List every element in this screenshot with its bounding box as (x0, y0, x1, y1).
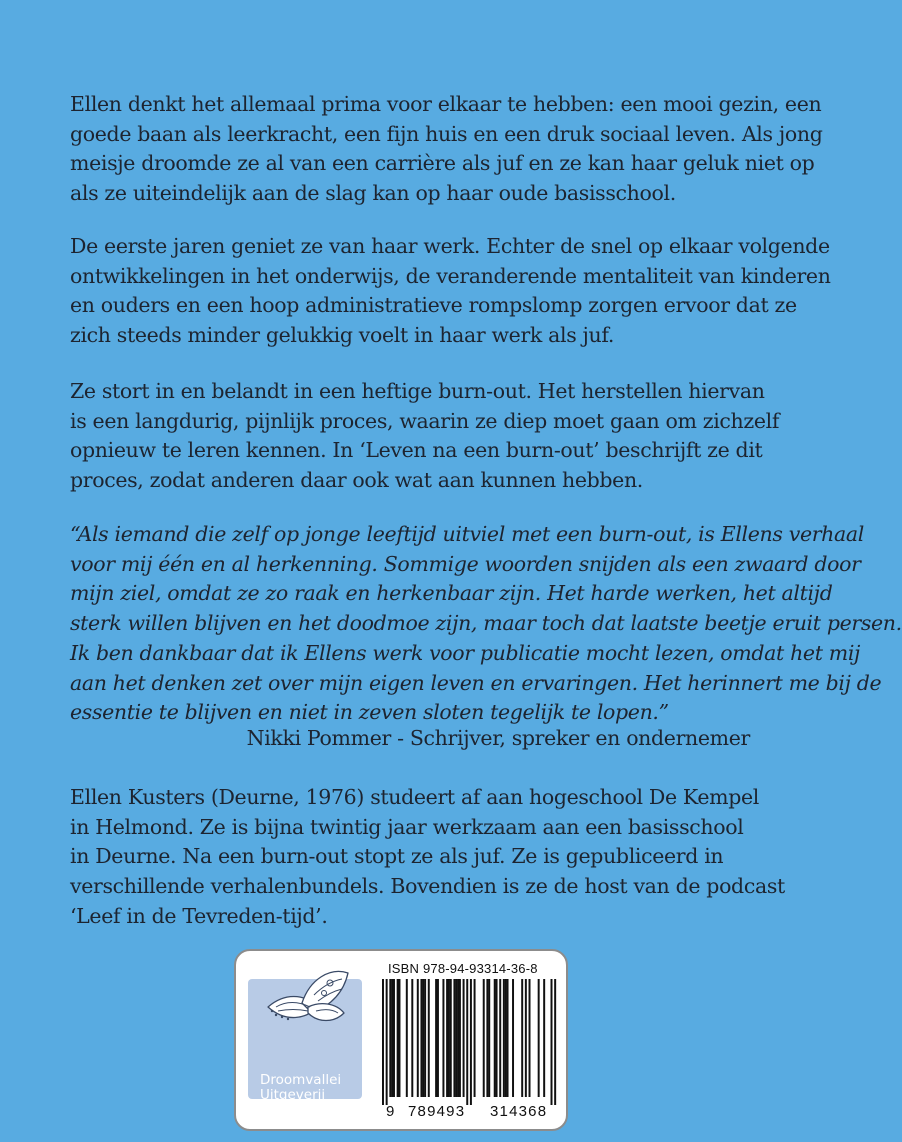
text-line: ‘Leef in de Tevreden-tijd’. (70, 903, 328, 928)
barcode-bar (450, 979, 452, 1097)
barcode-bar (483, 979, 485, 1097)
text-line: ontwikkelingen in het onderwijs, de veranderende mentaliteit van kinderen (70, 263, 831, 288)
barcode-bar (398, 979, 400, 1097)
barcode-bar (391, 979, 393, 1097)
text-line: opnieuw te leren kennen. In ‘Leven na een burn-out’ beschrijft ze dit (70, 438, 763, 463)
text-line: proces, zodat anderen daar ook wat aan kunnen hebben. (70, 468, 643, 493)
isbn-barcode-panel (234, 949, 568, 1131)
text-line: Ellen Kusters (Deurne, 1976) studeert af aan hogeschool De Kempel (70, 785, 759, 809)
barcode-bar (428, 979, 430, 1097)
barcode-bar (538, 979, 540, 1097)
testimonial-quote (70, 520, 902, 728)
barcode-bar (507, 979, 509, 1097)
barcode-bar (442, 979, 444, 1097)
third-paragraph (70, 377, 780, 496)
text-line: in Deurne. Na een burn-out stopt ze als juf. Ze is gepubliceerd in (70, 844, 724, 869)
barcode-bar (486, 979, 488, 1097)
text-line: en ouders en een hoop administratieve rompslomp zorgen ervoor dat ze (70, 293, 797, 318)
publisher-name-line1: Droomvallei (260, 1072, 342, 1088)
barcode (382, 979, 556, 1105)
text-line: als ze uiteindelijk aan de slag kan op haar oude basisschool. (70, 181, 676, 206)
publisher-name-line2: Uitgeverij (260, 1087, 326, 1103)
barcode-bar (393, 979, 395, 1097)
barcode-bar (470, 979, 472, 1105)
quote-line: “Als iemand die zelf op jonge leeftijd uitviel met een burn-out, is Ellens verhaal (70, 522, 864, 546)
barcode-bar (411, 979, 413, 1097)
barcode-bar (386, 979, 388, 1105)
text-line: Ellen denkt het allemaal prima voor elkaar te hebben: een mooi gezin, een (70, 92, 822, 116)
text-line: goede baan als leerkracht, een fijn huis en een druk sociaal leven. Als jong (70, 121, 823, 146)
barcode-bar (437, 979, 439, 1097)
publisher-logo (248, 979, 362, 1103)
isbn-label: ISBN 978-94-93314-36-8 (388, 961, 538, 976)
barcode-bar (529, 979, 531, 1097)
barcode-bar (424, 979, 426, 1097)
quote-line: voor mij één en al herkenning. Sommige woorden snijden als een zwaard door (70, 551, 861, 576)
barcode-bar (448, 979, 450, 1097)
text-line: is een langdurig, pijnlijk proces, waarin ze diep moet gaan om zichzelf (70, 408, 780, 433)
barcode-bar (499, 979, 501, 1097)
barcode-bar (525, 979, 527, 1097)
barcode-bar (505, 979, 507, 1097)
text-line: zich steeds minder gelukkig voelt in haar werk als juf. (70, 323, 615, 348)
barcode-bar (551, 979, 553, 1105)
barcode-bar (453, 979, 455, 1097)
text-line: verschillende verhalenbundels. Bovendien is ze de host van de podcast (70, 874, 785, 899)
barcode-bar (521, 979, 523, 1097)
barcode-bar (543, 979, 545, 1097)
second-paragraph (70, 232, 831, 351)
barcode-digit-first: 9 (386, 1103, 396, 1120)
quote-attribution (70, 724, 750, 754)
barcode-bar (503, 979, 505, 1097)
quote-line: essentie te blijven en niet in zeven sloten tegelijk te lopen.” (70, 700, 669, 725)
barcode-bar (466, 979, 468, 1105)
barcode-bar (446, 979, 448, 1097)
barcode-bar (512, 979, 514, 1097)
barcode-bar (457, 979, 459, 1097)
quote-line: mijn ziel, omdat ze zo raak en herkenbaar zijn. Het harde werken, het altijd (70, 581, 833, 606)
bird-icon (248, 949, 362, 1073)
text-line: Ze stort in en belandt in een heftige burn-out. Het herstellen hiervan (70, 379, 765, 403)
barcode-bar (455, 979, 457, 1097)
barcode-bar (459, 979, 461, 1097)
barcode-bar (435, 979, 437, 1097)
barcode-bar (422, 979, 424, 1097)
text-line: in Helmond. Ze is bijna twintig jaar werkzaam aan een basisschool (70, 814, 744, 839)
barcode-bar (554, 979, 556, 1105)
barcode-bar (494, 979, 496, 1097)
quote-line: aan het denken zet over mijn eigen leven en ervaringen. Het herinnert me bij de (70, 670, 882, 695)
author-bio (70, 783, 785, 932)
barcode-bar (496, 979, 498, 1097)
barcode-bar (420, 979, 422, 1097)
barcode-bar (397, 979, 399, 1097)
barcode-bar (417, 979, 419, 1097)
barcode-bar (406, 979, 408, 1097)
text-line: meisje droomde ze al van een carrière als juf en ze kan haar geluk niet op (70, 151, 815, 176)
attribution-text: Nikki Pommer - Schrijver, spreker en ondernemer (246, 726, 750, 750)
quote-line: Ik ben dankbaar dat ik Ellens werk voor publicatie mocht lezen, omdat het mij (70, 640, 861, 665)
barcode-digits-right: 314368 (490, 1103, 548, 1120)
barcode-bar (389, 979, 391, 1097)
barcode-bar (474, 979, 476, 1097)
barcode-digits-left: 789493 (408, 1103, 466, 1120)
barcode-bar (463, 979, 465, 1097)
barcode-bar (382, 979, 384, 1105)
text-line: De eerste jaren geniet ze van haar werk. Echter de snel op elkaar volgende (70, 234, 830, 258)
barcode-bar (488, 979, 490, 1097)
intro-paragraph (70, 90, 823, 209)
quote-line: sterk willen blijven en het doodmoe zijn, maar toch dat laatste beetje eruit persen. (70, 611, 902, 636)
